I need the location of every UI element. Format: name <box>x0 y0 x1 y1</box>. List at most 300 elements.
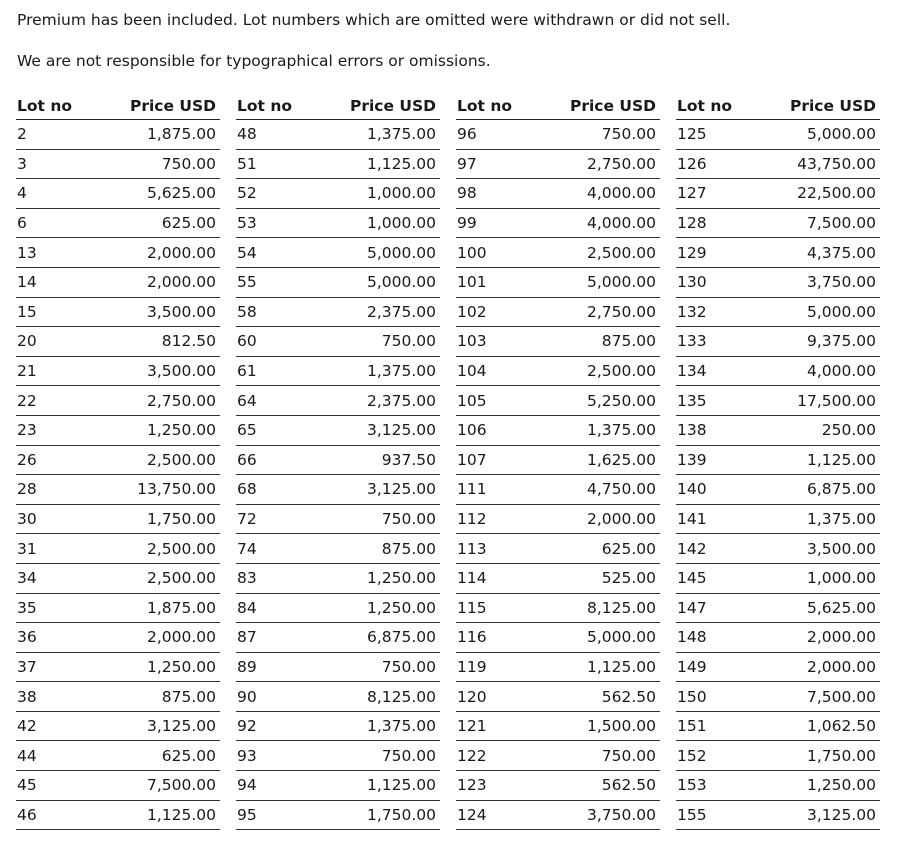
lot-number: 104 <box>457 362 487 381</box>
price-value: 8,125.00 <box>586 598 656 617</box>
price-usd-header: Price USD <box>789 96 876 115</box>
results-column-4 <box>676 92 880 830</box>
table-row <box>236 179 440 209</box>
price-value: 4,000.00 <box>806 362 876 381</box>
table-row <box>676 564 880 594</box>
lot-number: 105 <box>457 391 487 410</box>
price-value: 1,062.50 <box>806 717 876 736</box>
price-value: 22,500.00 <box>797 184 876 203</box>
table-row <box>456 534 660 564</box>
lot-number: 48 <box>237 125 257 144</box>
lot-number: 42 <box>17 717 37 736</box>
lot-number: 23 <box>17 421 37 440</box>
table-row <box>16 386 220 416</box>
table-row <box>236 120 440 150</box>
price-value: 1,000.00 <box>366 184 436 203</box>
lot-no-header: Lot no <box>677 96 733 115</box>
table-row <box>236 150 440 180</box>
results-column-1 <box>16 92 220 830</box>
price-value: 1,875.00 <box>146 125 216 144</box>
table-row <box>676 357 880 387</box>
lot-number: 125 <box>677 125 707 144</box>
price-value: 937.50 <box>381 450 436 469</box>
table-row <box>16 623 220 653</box>
lot-number: 15 <box>17 302 37 321</box>
table-row <box>16 771 220 801</box>
price-value: 3,125.00 <box>146 717 216 736</box>
lot-number: 152 <box>677 746 707 765</box>
price-value: 13,750.00 <box>137 480 216 499</box>
price-value: 6,875.00 <box>806 480 876 499</box>
lot-number: 92 <box>237 717 257 736</box>
table-row <box>16 209 220 239</box>
lot-number: 106 <box>457 421 487 440</box>
table-row <box>16 120 220 150</box>
lot-number: 149 <box>677 657 707 676</box>
table-row <box>456 594 660 624</box>
lot-number: 139 <box>677 450 707 469</box>
lot-number: 95 <box>237 805 257 824</box>
price-value: 1,375.00 <box>806 510 876 529</box>
table-row <box>236 682 440 712</box>
lot-number: 112 <box>457 510 487 529</box>
lot-number: 61 <box>237 362 257 381</box>
table-row <box>456 386 660 416</box>
price-value: 2,500.00 <box>586 362 656 381</box>
table-row <box>676 327 880 357</box>
table-row <box>456 682 660 712</box>
price-value: 2,000.00 <box>586 510 656 529</box>
lot-number: 20 <box>17 332 37 351</box>
lot-number: 74 <box>237 539 257 558</box>
price-value: 2,500.00 <box>586 243 656 262</box>
table-row <box>676 534 880 564</box>
price-value: 750.00 <box>381 332 436 351</box>
table-row <box>236 712 440 742</box>
price-value: 1,250.00 <box>146 421 216 440</box>
lot-no-header: Lot no <box>237 96 293 115</box>
table-row <box>236 238 440 268</box>
lot-number: 83 <box>237 569 257 588</box>
table-row <box>16 594 220 624</box>
lot-number: 145 <box>677 569 707 588</box>
lot-number: 28 <box>17 480 37 499</box>
price-value: 3,125.00 <box>366 421 436 440</box>
price-value: 9,375.00 <box>806 332 876 351</box>
table-row <box>236 357 440 387</box>
table-row <box>236 298 440 328</box>
table-row <box>236 534 440 564</box>
table-row <box>16 801 220 831</box>
table-row <box>456 564 660 594</box>
table-row <box>16 564 220 594</box>
lot-number: 114 <box>457 569 487 588</box>
price-value: 7,500.00 <box>806 687 876 706</box>
table-row <box>16 416 220 446</box>
price-value: 4,000.00 <box>586 184 656 203</box>
lot-number: 72 <box>237 510 257 529</box>
lot-number: 90 <box>237 687 257 706</box>
lot-number: 22 <box>17 391 37 410</box>
lot-number: 98 <box>457 184 477 203</box>
lot-number: 87 <box>237 628 257 647</box>
price-value: 5,250.00 <box>586 391 656 410</box>
price-value: 2,375.00 <box>366 391 436 410</box>
price-value: 1,750.00 <box>806 746 876 765</box>
price-value: 2,500.00 <box>146 539 216 558</box>
table-row <box>676 712 880 742</box>
price-value: 2,500.00 <box>146 450 216 469</box>
lot-number: 135 <box>677 391 707 410</box>
table-row <box>676 682 880 712</box>
price-usd-header: Price USD <box>129 96 216 115</box>
table-row <box>456 268 660 298</box>
table-row <box>456 653 660 683</box>
table-row <box>16 357 220 387</box>
lot-number: 138 <box>677 421 707 440</box>
table-row <box>236 564 440 594</box>
lot-number: 133 <box>677 332 707 351</box>
price-value: 1,875.00 <box>146 598 216 617</box>
price-value: 1,750.00 <box>366 805 436 824</box>
price-value: 5,625.00 <box>806 598 876 617</box>
lot-number: 120 <box>457 687 487 706</box>
lot-no-header: Lot no <box>457 96 513 115</box>
table-row <box>676 505 880 535</box>
lot-number: 116 <box>457 628 487 647</box>
lot-number: 124 <box>457 805 487 824</box>
lot-number: 21 <box>17 362 37 381</box>
lot-number: 2 <box>17 125 27 144</box>
disclaimer-note: We are not responsible for typographical errors or omissions. <box>17 52 491 70</box>
price-value: 2,000.00 <box>146 243 216 262</box>
lot-number: 51 <box>237 154 257 173</box>
price-value: 1,125.00 <box>806 450 876 469</box>
lot-number: 54 <box>237 243 257 262</box>
price-value: 2,750.00 <box>586 302 656 321</box>
price-value: 625.00 <box>601 539 656 558</box>
table-row <box>676 475 880 505</box>
results-column-3 <box>456 92 660 830</box>
lot-number: 3 <box>17 154 27 173</box>
table-row <box>16 150 220 180</box>
table-row <box>676 268 880 298</box>
table-row <box>456 179 660 209</box>
table-row <box>236 386 440 416</box>
lot-number: 142 <box>677 539 707 558</box>
price-value: 1,250.00 <box>366 598 436 617</box>
table-row <box>676 653 880 683</box>
price-value: 2,500.00 <box>146 569 216 588</box>
price-value: 875.00 <box>381 539 436 558</box>
lot-number: 31 <box>17 539 37 558</box>
table-row <box>676 801 880 831</box>
lot-number: 128 <box>677 214 707 233</box>
price-value: 1,000.00 <box>366 214 436 233</box>
price-value: 5,625.00 <box>146 184 216 203</box>
lot-number: 111 <box>457 480 487 499</box>
lot-number: 4 <box>17 184 27 203</box>
table-row <box>16 653 220 683</box>
price-value: 875.00 <box>601 332 656 351</box>
price-value: 1,125.00 <box>366 776 436 795</box>
table-row <box>16 712 220 742</box>
price-value: 3,500.00 <box>146 302 216 321</box>
price-value: 4,375.00 <box>806 243 876 262</box>
lot-number: 150 <box>677 687 707 706</box>
price-value: 1,375.00 <box>366 717 436 736</box>
lot-number: 155 <box>677 805 707 824</box>
price-value: 5,000.00 <box>586 273 656 292</box>
price-value: 750.00 <box>381 510 436 529</box>
lot-number: 100 <box>457 243 487 262</box>
table-row <box>676 150 880 180</box>
price-value: 5,000.00 <box>586 628 656 647</box>
price-value: 750.00 <box>161 154 216 173</box>
table-row <box>676 741 880 771</box>
table-row <box>456 416 660 446</box>
lot-number: 45 <box>17 776 37 795</box>
table-row <box>236 268 440 298</box>
lot-number: 99 <box>457 214 477 233</box>
price-value: 1,750.00 <box>146 510 216 529</box>
lot-number: 115 <box>457 598 487 617</box>
price-usd-header: Price USD <box>569 96 656 115</box>
price-value: 1,375.00 <box>586 421 656 440</box>
table-row <box>236 594 440 624</box>
price-value: 1,250.00 <box>146 657 216 676</box>
table-row <box>456 327 660 357</box>
price-value: 4,000.00 <box>586 214 656 233</box>
table-row <box>16 682 220 712</box>
lot-number: 46 <box>17 805 37 824</box>
table-row <box>456 505 660 535</box>
table-row <box>456 446 660 476</box>
table-row <box>456 209 660 239</box>
table-row <box>676 120 880 150</box>
lot-number: 89 <box>237 657 257 676</box>
table-row <box>236 446 440 476</box>
price-value: 5,000.00 <box>366 243 436 262</box>
lot-number: 84 <box>237 598 257 617</box>
lot-number: 132 <box>677 302 707 321</box>
price-value: 750.00 <box>601 125 656 144</box>
price-value: 3,750.00 <box>806 273 876 292</box>
table-row <box>456 120 660 150</box>
table-row <box>456 298 660 328</box>
price-value: 562.50 <box>601 687 656 706</box>
lot-number: 66 <box>237 450 257 469</box>
table-row <box>676 298 880 328</box>
table-row <box>236 801 440 831</box>
table-row <box>16 238 220 268</box>
table-row <box>676 446 880 476</box>
price-value: 3,500.00 <box>806 539 876 558</box>
lot-number: 153 <box>677 776 707 795</box>
lot-number: 129 <box>677 243 707 262</box>
lot-number: 148 <box>677 628 707 647</box>
table-row <box>456 741 660 771</box>
price-value: 3,500.00 <box>146 362 216 381</box>
table-row <box>456 623 660 653</box>
price-value: 1,125.00 <box>366 154 436 173</box>
lot-number: 101 <box>457 273 487 292</box>
lot-number: 107 <box>457 450 487 469</box>
price-value: 1,250.00 <box>806 776 876 795</box>
table-row <box>236 741 440 771</box>
price-value: 5,000.00 <box>806 302 876 321</box>
price-value: 3,750.00 <box>586 805 656 824</box>
table-header <box>16 92 220 120</box>
lot-number: 30 <box>17 510 37 529</box>
lot-number: 38 <box>17 687 37 706</box>
price-value: 3,125.00 <box>806 805 876 824</box>
table-row <box>456 801 660 831</box>
lot-number: 119 <box>457 657 487 676</box>
price-value: 1,125.00 <box>586 657 656 676</box>
price-value: 250.00 <box>821 421 876 440</box>
lot-number: 60 <box>237 332 257 351</box>
price-value: 3,125.00 <box>366 480 436 499</box>
price-value: 525.00 <box>601 569 656 588</box>
table-row <box>676 771 880 801</box>
table-row <box>676 386 880 416</box>
price-value: 625.00 <box>161 746 216 765</box>
table-row <box>676 594 880 624</box>
table-row <box>16 179 220 209</box>
table-row <box>16 505 220 535</box>
table-header <box>676 92 880 120</box>
price-value: 750.00 <box>381 657 436 676</box>
price-value: 562.50 <box>601 776 656 795</box>
table-row <box>16 446 220 476</box>
table-row <box>456 712 660 742</box>
lot-number: 127 <box>677 184 707 203</box>
table-header <box>456 92 660 120</box>
price-value: 2,000.00 <box>806 657 876 676</box>
results-column-2 <box>236 92 440 830</box>
lot-number: 53 <box>237 214 257 233</box>
price-value: 1,375.00 <box>366 125 436 144</box>
lot-number: 113 <box>457 539 487 558</box>
table-row <box>236 653 440 683</box>
table-row <box>16 741 220 771</box>
price-value: 5,000.00 <box>806 125 876 144</box>
lot-number: 134 <box>677 362 707 381</box>
lot-number: 13 <box>17 243 37 262</box>
price-value: 1,375.00 <box>366 362 436 381</box>
lot-number: 14 <box>17 273 37 292</box>
price-value: 750.00 <box>381 746 436 765</box>
table-row <box>236 623 440 653</box>
price-value: 2,750.00 <box>586 154 656 173</box>
table-row <box>236 416 440 446</box>
price-value: 1,500.00 <box>586 717 656 736</box>
lot-number: 140 <box>677 480 707 499</box>
price-value: 8,125.00 <box>366 687 436 706</box>
lot-number: 93 <box>237 746 257 765</box>
lot-number: 141 <box>677 510 707 529</box>
price-value: 6,875.00 <box>366 628 436 647</box>
price-value: 2,000.00 <box>146 273 216 292</box>
table-row <box>236 771 440 801</box>
price-value: 625.00 <box>161 214 216 233</box>
price-value: 1,125.00 <box>146 805 216 824</box>
lot-number: 36 <box>17 628 37 647</box>
table-row <box>16 268 220 298</box>
table-row <box>676 209 880 239</box>
lot-number: 126 <box>677 154 707 173</box>
price-value: 1,250.00 <box>366 569 436 588</box>
table-header <box>236 92 440 120</box>
table-row <box>236 505 440 535</box>
table-row <box>456 771 660 801</box>
lot-number: 103 <box>457 332 487 351</box>
lot-number: 130 <box>677 273 707 292</box>
price-value: 2,000.00 <box>146 628 216 647</box>
lot-number: 94 <box>237 776 257 795</box>
price-value: 812.50 <box>161 332 216 351</box>
table-row <box>16 298 220 328</box>
table-row <box>236 209 440 239</box>
price-value: 750.00 <box>601 746 656 765</box>
price-value: 2,375.00 <box>366 302 436 321</box>
results-tables <box>16 92 886 830</box>
lot-no-header: Lot no <box>17 96 73 115</box>
price-value: 7,500.00 <box>806 214 876 233</box>
lot-number: 44 <box>17 746 37 765</box>
lot-number: 55 <box>237 273 257 292</box>
table-row <box>16 475 220 505</box>
price-usd-header: Price USD <box>349 96 436 115</box>
table-row <box>676 416 880 446</box>
price-value: 1,625.00 <box>586 450 656 469</box>
price-value: 2,750.00 <box>146 391 216 410</box>
lot-number: 26 <box>17 450 37 469</box>
price-value: 5,000.00 <box>366 273 436 292</box>
price-value: 2,000.00 <box>806 628 876 647</box>
table-row <box>456 475 660 505</box>
lot-number: 147 <box>677 598 707 617</box>
lot-number: 34 <box>17 569 37 588</box>
lot-number: 65 <box>237 421 257 440</box>
table-row <box>676 179 880 209</box>
table-row <box>676 623 880 653</box>
lot-number: 97 <box>457 154 477 173</box>
lot-number: 58 <box>237 302 257 321</box>
lot-number: 122 <box>457 746 487 765</box>
price-value: 43,750.00 <box>797 154 876 173</box>
table-row <box>16 534 220 564</box>
lot-number: 52 <box>237 184 257 203</box>
table-row <box>16 327 220 357</box>
lot-number: 96 <box>457 125 477 144</box>
table-row <box>676 238 880 268</box>
table-row <box>456 357 660 387</box>
price-value: 7,500.00 <box>146 776 216 795</box>
lot-number: 151 <box>677 717 707 736</box>
premium-note: Premium has been included. Lot numbers which are omitted were withdrawn or did not sell. <box>17 11 731 29</box>
lot-number: 68 <box>237 480 257 499</box>
price-value: 1,000.00 <box>806 569 876 588</box>
table-row <box>456 238 660 268</box>
lot-number: 64 <box>237 391 257 410</box>
price-value: 875.00 <box>161 687 216 706</box>
price-value: 4,750.00 <box>586 480 656 499</box>
price-value: 17,500.00 <box>797 391 876 410</box>
lot-number: 35 <box>17 598 37 617</box>
lot-number: 123 <box>457 776 487 795</box>
